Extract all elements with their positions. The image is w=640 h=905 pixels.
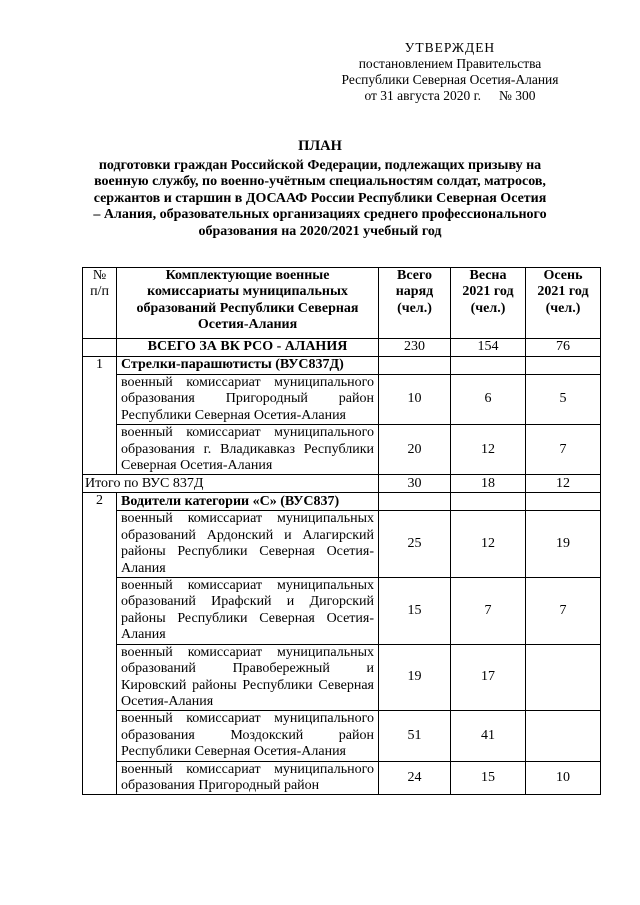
row-total: 24: [379, 761, 451, 795]
grand-total-total: 230: [379, 339, 451, 357]
approval-date: от 31 августа 2020 г.: [364, 88, 482, 103]
header-org: Комплектующие военные комиссариаты муниципальных образований Республики Северная Осетия-Алания: [117, 268, 379, 339]
grand-total-spring: 154: [451, 339, 526, 357]
header-num: № п/п: [83, 268, 117, 339]
table-header-row: [83, 268, 601, 339]
table-row: [83, 511, 601, 578]
table-row: [83, 578, 601, 645]
header-total: Всего наряд (чел.): [379, 268, 451, 339]
approval-number: № 300: [499, 88, 536, 103]
plan-table: [82, 267, 601, 795]
row-total: 51: [379, 711, 451, 761]
row-org: военный комиссариат муниципальных образований Ардонский и Алагирский районы Республики Северная Осетия-Алания: [117, 511, 379, 578]
subtotal-spring: 18: [451, 475, 526, 493]
group-index: 2: [83, 493, 117, 795]
subtotal-label: Итого по ВУС 837Д: [83, 475, 379, 493]
row-total: 25: [379, 511, 451, 578]
row-autumn: 7: [526, 578, 601, 645]
row-total: 10: [379, 375, 451, 425]
row-org: военный комиссариат муниципального образования Пригородный район: [117, 761, 379, 795]
row-spring: 12: [451, 511, 526, 578]
table-row: [83, 711, 601, 761]
row-org: военный комиссариат муниципального образования Пригородный район Республики Северная Осетия-Алания: [117, 375, 379, 425]
row-org: военный комиссариат муниципальных образований Правобережный и Кировский районы Республики Северная Осетия-Алания: [117, 644, 379, 711]
row-total: 20: [379, 425, 451, 475]
row-total: 15: [379, 578, 451, 645]
row-org: военный комиссариат муниципальных образований Ирафский и Дигорский районы Республики Северная Осетия-Алания: [117, 578, 379, 645]
row-autumn: 10: [526, 761, 601, 795]
table-row: [83, 375, 601, 425]
approval-heading: УТВЕРЖДЕН: [404, 40, 496, 55]
header-spring: Весна 2021 год (чел.): [451, 268, 526, 339]
row-autumn: 5: [526, 375, 601, 425]
grand-total-row: [83, 339, 601, 357]
approval-stamp: [330, 40, 570, 104]
approval-line-2: Республики Северная Осетия-Алания: [341, 72, 559, 87]
row-autumn: [526, 711, 601, 761]
row-org: военный комиссариат муниципального образования г. Владикавказ Республики Северная Осетия-Алания: [117, 425, 379, 475]
approval-line-1: постановлением Правительства: [358, 56, 542, 71]
document-title: ПЛАН: [298, 138, 342, 154]
row-autumn: 19: [526, 511, 601, 578]
row-spring: 6: [451, 375, 526, 425]
table-row: [83, 644, 601, 711]
row-spring: 17: [451, 644, 526, 711]
row-spring: 15: [451, 761, 526, 795]
group-title: Водители категории «С» (ВУС837): [117, 493, 379, 511]
approval-date-row: [330, 88, 570, 104]
row-total: 19: [379, 644, 451, 711]
table-row: [83, 425, 601, 475]
row-org: военный комиссариат муниципального образования Моздокский район Республики Северная Осетия-Алания: [117, 711, 379, 761]
subtotal-total: 30: [379, 475, 451, 493]
group-index: 1: [83, 357, 117, 475]
table-row: [83, 761, 601, 795]
row-spring: 7: [451, 578, 526, 645]
row-autumn: 7: [526, 425, 601, 475]
row-spring: 41: [451, 711, 526, 761]
header-autumn: Осень 2021 год (чел.): [526, 268, 601, 339]
group-title-row: [83, 357, 601, 375]
row-spring: 12: [451, 425, 526, 475]
grand-total-autumn: 76: [526, 339, 601, 357]
grand-total-label: ВСЕГО ЗА ВК РСО - АЛАНИЯ: [117, 339, 379, 357]
document-subtitle: подготовки граждан Российской Федерации, подлежащих призыву на военную службу, по военно-учётным специальностям солдат, матросов, сержантов и старшин в ДОСААФ России Республики Северная Осетия – Алания, образовательных организациях среднего профессионального образования на 2020/2021 учебный год: [93, 158, 547, 239]
group-title-row: [83, 493, 601, 511]
group-title: Стрелки-парашютисты (ВУС837Д): [117, 357, 379, 375]
subtotal-row: [83, 475, 601, 493]
row-autumn: [526, 644, 601, 711]
subtotal-autumn: 12: [526, 475, 601, 493]
